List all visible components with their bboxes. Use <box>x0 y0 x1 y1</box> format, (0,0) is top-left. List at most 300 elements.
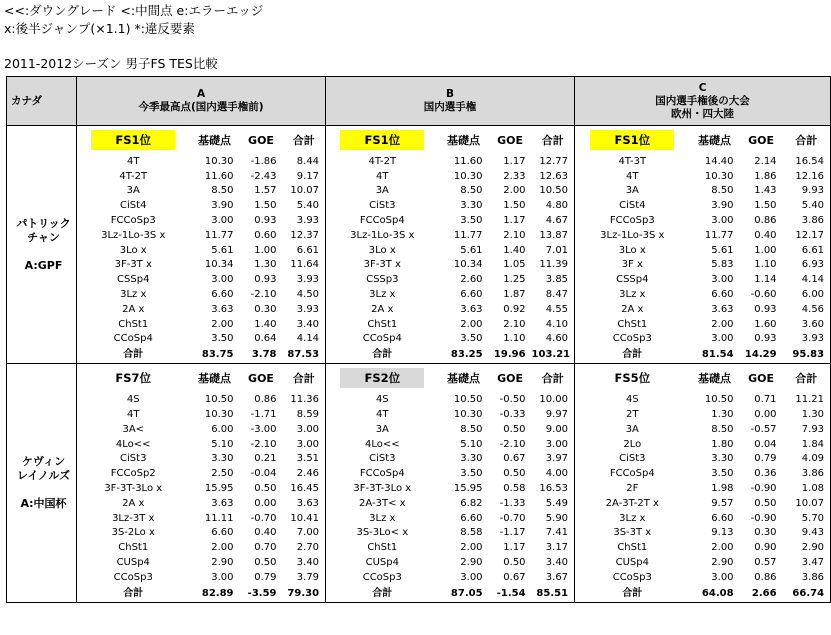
element-cell: 4Lo<< <box>77 437 190 452</box>
total-value: 3.78 <box>240 346 283 364</box>
goe-cell: 0.58 <box>503 483 526 495</box>
table-row <box>7 437 831 452</box>
goe-cell: -0.70 <box>250 512 277 524</box>
goe-cell: 0.60 <box>254 229 277 241</box>
element-cell: ChSt1 <box>77 317 190 332</box>
score-cell: 2.70 <box>296 542 320 554</box>
rank-cell <box>77 126 190 155</box>
base-value-cell: 8.58 <box>460 527 483 539</box>
base-value-cell: 3.50 <box>211 333 234 345</box>
element-cell: 2T <box>575 407 690 422</box>
score-cell: 4.14 <box>296 333 320 345</box>
table-row <box>7 422 831 437</box>
goe-cell: 1.50 <box>503 200 526 212</box>
column-label-goe: GOE <box>740 364 783 393</box>
score-cell: 1.84 <box>783 437 831 452</box>
total-label: 合計 <box>77 346 190 364</box>
base-value-cell: 8.50 <box>460 423 483 435</box>
element-cell: 3A< <box>77 422 190 437</box>
column-label-goe: GOE <box>240 364 283 393</box>
element-cell: ChSt1 <box>77 540 190 555</box>
score-cell: 10.07 <box>783 496 831 511</box>
score-cell: 12.16 <box>783 169 831 184</box>
goe-cell: -2.10 <box>499 438 526 450</box>
score-cell: 3.40 <box>296 557 320 569</box>
element-cell: 3Lz x <box>575 287 690 302</box>
goe-cell: 0.50 <box>503 557 526 569</box>
element-cell: CiSt3 <box>326 198 439 213</box>
element-cell: CCoSp3 <box>326 570 439 585</box>
column-c-letter: C <box>698 81 707 94</box>
goe-cell: 0.50 <box>754 497 777 509</box>
goe-cell: 1.50 <box>754 200 777 212</box>
skater-name-line1: ケヴィン <box>21 455 66 469</box>
base-value-cell: 3.63 <box>460 303 483 315</box>
table-row <box>7 258 831 273</box>
goe-cell: -0.90 <box>750 483 777 495</box>
rank-badge: FS1位 <box>340 130 424 150</box>
score-cell: 1.08 <box>783 481 831 496</box>
goe-cell: 1.00 <box>754 244 777 256</box>
rank-cell <box>77 364 190 393</box>
score-cell: 9.97 <box>545 409 569 421</box>
element-cell: CUSp4 <box>326 555 439 570</box>
score-cell: 4.14 <box>783 272 831 287</box>
skater-0-label <box>7 126 77 364</box>
table-row <box>7 555 831 570</box>
base-value-cell: 14.40 <box>704 155 734 167</box>
score-cell: 6.93 <box>783 258 831 273</box>
column-label-base: 基礎点 <box>190 364 240 393</box>
goe-cell: 1.87 <box>503 289 526 301</box>
total-label: 合計 <box>326 585 439 603</box>
base-value-cell: 2.00 <box>460 318 483 330</box>
score-cell: 3.97 <box>545 453 569 465</box>
score-cell: 4.55 <box>545 303 569 315</box>
base-value-cell: 2.90 <box>460 557 483 569</box>
legend-line-2: x:後半ジャンプ(×1.1) *:違反要素 <box>4 21 195 36</box>
element-cell: CSSp4 <box>77 272 190 287</box>
goe-cell: 1.10 <box>754 259 777 271</box>
total-value: 2.66 <box>740 585 783 603</box>
element-cell: ChSt1 <box>326 317 439 332</box>
total-value: 85.51 <box>532 585 575 603</box>
goe-cell: 2.10 <box>503 229 526 241</box>
score-cell: 4.00 <box>545 468 569 480</box>
element-cell: 3Lz x <box>575 511 690 526</box>
goe-cell: 0.67 <box>503 571 526 583</box>
total-value: 14.29 <box>740 346 783 364</box>
element-cell: FCCoSp3 <box>77 213 190 228</box>
table-row <box>7 213 831 228</box>
base-value-cell: 3.00 <box>711 571 734 583</box>
goe-cell: 0.71 <box>754 394 777 406</box>
skater-1-label <box>7 364 77 602</box>
goe-cell: 0.93 <box>254 274 277 286</box>
score-cell: 9.43 <box>783 526 831 541</box>
goe-cell: -1.33 <box>499 497 526 509</box>
goe-cell: 0.21 <box>254 453 277 465</box>
score-cell: 3.93 <box>783 332 831 347</box>
goe-cell: 0.30 <box>254 303 277 315</box>
score-cell: 3.40 <box>296 318 320 330</box>
element-cell: 2A-3T-2T x <box>575 496 690 511</box>
total-value: 82.89 <box>190 585 240 603</box>
element-cell: 3Lo x <box>77 243 190 258</box>
score-cell: 7.93 <box>783 422 831 437</box>
score-cell: 4.56 <box>783 302 831 317</box>
element-cell: 4T <box>326 169 439 184</box>
score-cell: 10.41 <box>290 512 320 524</box>
goe-cell: 1.10 <box>503 333 526 345</box>
score-cell: 10.07 <box>290 185 320 197</box>
score-cell: 8.44 <box>296 155 320 167</box>
goe-cell: 0.36 <box>754 468 777 480</box>
goe-cell: -0.90 <box>750 512 777 524</box>
base-value-cell: 11.77 <box>704 229 734 241</box>
element-cell: CSSp3 <box>326 272 439 287</box>
goe-cell: 0.57 <box>754 557 777 569</box>
legend-line-1: <<:ダウングレード <:中間点 e:エラーエッジ <box>4 3 264 18</box>
element-cell: 4T-2T <box>77 169 190 184</box>
rank-cell <box>326 126 439 155</box>
base-value-cell: 9.57 <box>711 497 734 509</box>
element-cell: CiSt4 <box>575 198 690 213</box>
goe-cell: 0.93 <box>754 303 777 315</box>
base-value-cell: 3.63 <box>211 497 234 509</box>
element-cell: ChSt1 <box>326 540 439 555</box>
element-cell: ChSt1 <box>575 317 690 332</box>
score-cell: 9.00 <box>545 423 569 435</box>
goe-cell: 0.50 <box>254 557 277 569</box>
element-cell: CCoSp4 <box>326 332 439 347</box>
base-value-cell: 2.00 <box>711 318 734 330</box>
score-cell: 10.00 <box>539 394 569 406</box>
table-row <box>7 184 831 199</box>
base-value-cell: 10.30 <box>453 409 483 421</box>
column-b-letter: B <box>446 88 455 100</box>
goe-cell: 0.79 <box>254 571 277 583</box>
score-cell: 4.60 <box>545 333 569 345</box>
goe-cell: 0.93 <box>754 333 777 345</box>
score-cell: 3.93 <box>296 215 320 227</box>
table-row <box>7 466 831 481</box>
element-cell: ChSt1 <box>575 540 690 555</box>
base-value-cell: 5.61 <box>711 244 734 256</box>
goe-cell: 0.50 <box>503 423 526 435</box>
score-cell: 7.41 <box>545 527 569 539</box>
table-row <box>7 287 831 302</box>
base-value-cell: 10.34 <box>453 259 483 271</box>
goe-cell: 0.86 <box>754 215 777 227</box>
base-value-cell: 2.90 <box>211 557 234 569</box>
base-value-cell: 2.50 <box>211 468 234 480</box>
goe-cell: -1.86 <box>250 155 277 167</box>
skater-1-column-header-row <box>7 364 831 393</box>
goe-cell: 2.10 <box>503 318 526 330</box>
score-cell: 5.70 <box>783 511 831 526</box>
base-value-cell: 3.00 <box>211 274 234 286</box>
table-row <box>7 452 831 467</box>
column-c-subtitle: 欧州・四大陸 <box>671 107 735 120</box>
skater-name-line2: チャン <box>27 230 60 244</box>
base-value-cell: 3.50 <box>711 468 734 480</box>
total-value: 66.74 <box>783 585 831 603</box>
table-row <box>7 407 831 422</box>
score-cell: 3.47 <box>783 555 831 570</box>
element-cell: 3S-3Lo< x <box>326 526 439 541</box>
skater-name-line1: パトリック <box>16 216 71 230</box>
score-cell: 7.00 <box>296 527 320 539</box>
element-cell: 3S-2Lo x <box>77 526 190 541</box>
base-value-cell: 10.50 <box>704 394 734 406</box>
country-label: カナダ <box>7 77 77 126</box>
base-value-cell: 3.30 <box>460 200 483 212</box>
base-value-cell: 8.50 <box>211 185 234 197</box>
element-cell: 3Lz x <box>326 287 439 302</box>
base-value-cell: 10.30 <box>204 155 234 167</box>
goe-cell: -0.50 <box>499 394 526 406</box>
score-cell: 11.36 <box>290 394 320 406</box>
rank-cell <box>575 126 690 155</box>
column-label-total: 合計 <box>283 126 326 155</box>
rank-cell <box>575 364 690 393</box>
element-cell: 3Lz x <box>326 511 439 526</box>
base-value-cell: 6.60 <box>211 527 234 539</box>
score-cell: 3.79 <box>296 571 320 583</box>
table-row <box>7 272 831 287</box>
base-value-cell: 10.30 <box>453 170 483 182</box>
base-value-cell: 3.90 <box>711 200 734 212</box>
element-cell: 4S <box>575 392 690 407</box>
table-row <box>7 526 831 541</box>
score-cell: 3.17 <box>545 542 569 554</box>
score-cell: 16.45 <box>290 483 320 495</box>
element-cell: 4T-3T <box>575 154 690 169</box>
base-value-cell: 3.00 <box>211 215 234 227</box>
total-value: 79.30 <box>283 585 326 603</box>
goe-cell: -0.60 <box>750 289 777 301</box>
score-cell: 12.37 <box>290 229 320 241</box>
column-label-base: 基礎点 <box>439 364 489 393</box>
base-value-cell: 3.63 <box>711 303 734 315</box>
base-value-cell: 10.34 <box>204 259 234 271</box>
skater-0-column-header-row <box>7 126 831 155</box>
element-cell: FCCoSp4 <box>326 466 439 481</box>
score-cell: 12.17 <box>783 228 831 243</box>
goe-cell: -0.57 <box>750 423 777 435</box>
skater-event: A:GPF <box>24 258 63 272</box>
score-cell: 5.40 <box>783 198 831 213</box>
base-value-cell: 5.61 <box>460 244 483 256</box>
score-cell: 4.10 <box>545 318 569 330</box>
table-row <box>7 570 831 585</box>
total-row <box>7 346 831 364</box>
base-value-cell: 2.00 <box>211 542 234 554</box>
tes-comparison-table <box>6 76 831 603</box>
goe-cell: 0.67 <box>503 453 526 465</box>
base-value-cell: 3.90 <box>211 200 234 212</box>
score-cell: 5.40 <box>296 200 320 212</box>
goe-cell: 0.30 <box>754 527 777 539</box>
goe-cell: 1.86 <box>754 170 777 182</box>
element-cell: CiSt4 <box>77 198 190 213</box>
column-label-base: 基礎点 <box>690 364 740 393</box>
column-a-title: 今季最高点(国内選手権前) <box>138 101 264 113</box>
score-cell: 16.54 <box>783 154 831 169</box>
base-value-cell: 3.30 <box>460 453 483 465</box>
score-cell: 3.93 <box>296 274 320 286</box>
score-cell: 16.53 <box>539 483 569 495</box>
goe-cell: 1.43 <box>754 185 777 197</box>
element-cell: CCoSp4 <box>77 332 190 347</box>
column-label-total: 合計 <box>532 364 575 393</box>
goe-cell: 1.25 <box>503 274 526 286</box>
goe-cell: 1.30 <box>254 259 277 271</box>
table-row <box>7 496 831 511</box>
element-cell: CUSp4 <box>77 555 190 570</box>
base-value-cell: 3.63 <box>211 303 234 315</box>
element-cell: 4T <box>575 169 690 184</box>
goe-cell: 1.40 <box>503 244 526 256</box>
score-cell: 5.49 <box>545 497 569 509</box>
element-cell: 3F-3T x <box>326 258 439 273</box>
total-label: 合計 <box>77 585 190 603</box>
element-cell: 4T <box>77 154 190 169</box>
total-label: 合計 <box>326 346 439 364</box>
base-value-cell: 3.00 <box>211 571 234 583</box>
element-cell: CCoSp3 <box>575 332 690 347</box>
header-row <box>7 77 831 126</box>
goe-cell: 0.40 <box>754 229 777 241</box>
base-value-cell: 10.30 <box>204 409 234 421</box>
table-row <box>7 481 831 496</box>
base-value-cell: 2.60 <box>460 274 483 286</box>
score-cell: 3.00 <box>296 423 320 435</box>
total-value: 19.96 <box>489 346 532 364</box>
goe-cell: -3.00 <box>250 423 277 435</box>
score-cell: 3.86 <box>783 466 831 481</box>
goe-cell: 0.86 <box>754 571 777 583</box>
element-cell: 3F-3T-3Lo x <box>77 481 190 496</box>
element-cell: FCCoSp4 <box>326 213 439 228</box>
element-cell: 2A x <box>575 302 690 317</box>
element-cell: 3Lz x <box>77 287 190 302</box>
goe-cell: 0.50 <box>254 483 277 495</box>
column-label-goe: GOE <box>240 126 283 155</box>
total-value: 103.21 <box>532 346 575 364</box>
column-label-total: 合計 <box>532 126 575 155</box>
score-cell: 12.77 <box>539 155 569 167</box>
score-cell: 3.67 <box>545 571 569 583</box>
base-value-cell: 5.10 <box>460 438 483 450</box>
goe-cell: -0.04 <box>250 468 277 480</box>
base-value-cell: 2.90 <box>711 557 734 569</box>
base-value-cell: 2.00 <box>711 542 734 554</box>
element-cell: 4T-2T <box>326 154 439 169</box>
base-value-cell: 5.10 <box>211 438 234 450</box>
base-value-cell: 11.11 <box>204 512 234 524</box>
goe-cell: -2.10 <box>250 438 277 450</box>
rank-badge: FS1位 <box>91 130 175 150</box>
base-value-cell: 6.60 <box>460 289 483 301</box>
element-cell: FCCoSp4 <box>575 466 690 481</box>
column-c-header <box>575 77 831 126</box>
score-cell: 12.63 <box>539 170 569 182</box>
score-cell: 9.93 <box>783 184 831 199</box>
goe-cell: 1.40 <box>254 318 277 330</box>
table-row <box>7 540 831 555</box>
rank-badge: FS7位 <box>115 371 152 386</box>
total-value: 64.08 <box>690 585 740 603</box>
element-cell: CUSp4 <box>575 555 690 570</box>
base-value-cell: 15.95 <box>204 483 234 495</box>
base-value-cell: 10.50 <box>453 394 483 406</box>
table-row <box>7 243 831 258</box>
element-cell: CCoSp3 <box>575 570 690 585</box>
column-b-title: 国内選手権 <box>423 101 477 113</box>
table-row <box>7 228 831 243</box>
table-row <box>7 302 831 317</box>
base-value-cell: 1.30 <box>711 409 734 421</box>
base-value-cell: 3.50 <box>460 333 483 345</box>
base-value-cell: 11.77 <box>204 229 234 241</box>
score-cell: 6.00 <box>783 287 831 302</box>
element-cell: CiSt3 <box>575 452 690 467</box>
base-value-cell: 6.82 <box>460 497 483 509</box>
score-cell: 2.90 <box>783 540 831 555</box>
goe-cell: 1.57 <box>254 185 277 197</box>
element-cell: 2F <box>575 481 690 496</box>
total-label: 合計 <box>575 585 690 603</box>
table-row <box>7 169 831 184</box>
goe-cell: 2.00 <box>503 185 526 197</box>
base-value-cell: 1.80 <box>711 438 734 450</box>
base-value-cell: 8.50 <box>711 423 734 435</box>
element-cell: 3A <box>326 184 439 199</box>
base-value-cell: 2.00 <box>460 542 483 554</box>
page-title: 2011-2012シーズン 男子FS TES比較 <box>4 56 218 71</box>
goe-cell: 1.17 <box>503 215 526 227</box>
base-value-cell: 3.30 <box>711 453 734 465</box>
score-cell: 3.86 <box>783 213 831 228</box>
score-cell: 4.80 <box>545 200 569 212</box>
element-cell: 2A x <box>326 302 439 317</box>
element-cell: 4Lo<< <box>326 437 439 452</box>
base-value-cell: 6.60 <box>711 289 734 301</box>
score-cell: 8.47 <box>545 289 569 301</box>
goe-cell: -1.71 <box>250 409 277 421</box>
element-cell: 3F-3T x <box>77 258 190 273</box>
score-cell: 11.64 <box>290 259 320 271</box>
column-a-letter: A <box>196 88 206 100</box>
total-row <box>7 585 831 603</box>
score-cell: 2.46 <box>296 468 320 480</box>
score-cell: 8.59 <box>296 409 320 421</box>
base-value-cell: 8.50 <box>711 185 734 197</box>
score-cell: 7.01 <box>545 244 569 256</box>
base-value-cell: 6.60 <box>711 512 734 524</box>
base-value-cell: 9.13 <box>711 527 734 539</box>
goe-cell: 1.17 <box>503 542 526 554</box>
base-value-cell: 6.00 <box>211 423 234 435</box>
base-value-cell: 15.95 <box>453 483 483 495</box>
goe-cell: 1.00 <box>254 244 277 256</box>
base-value-cell: 11.60 <box>453 155 483 167</box>
base-value-cell: 2.00 <box>211 318 234 330</box>
element-cell: 4T <box>77 407 190 422</box>
base-value-cell: 3.50 <box>460 468 483 480</box>
